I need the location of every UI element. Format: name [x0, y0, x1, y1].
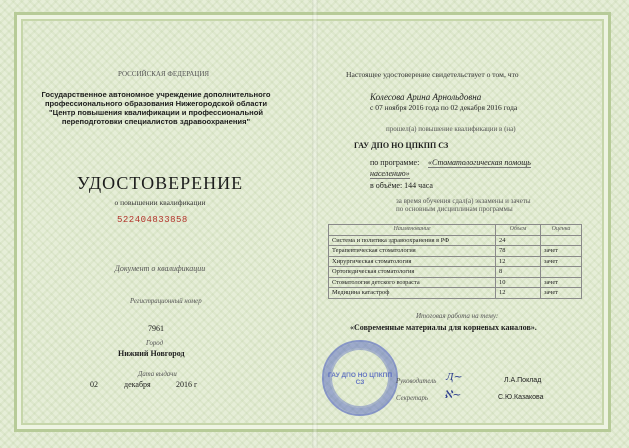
program-line-2: населению»	[370, 169, 410, 178]
director-signature: Ӆ~	[446, 370, 463, 383]
table-row	[329, 277, 582, 288]
institution: ГАУ ДПО НО ЦПКПП СЗ	[354, 141, 449, 150]
table-row	[329, 235, 582, 246]
subject-name: Система и политика здравоохранения в РФ	[329, 235, 496, 246]
country-label: РОССИЙСКАЯ ФЕДЕРАЦИЯ	[118, 70, 210, 78]
final-work-label: Итоговая работа на тему:	[416, 312, 499, 320]
subject-name: Стоматология детского возраста	[329, 277, 496, 288]
exam-line-2: по основным дисциплинам программы	[396, 205, 513, 213]
reg-number-label: Регистрационный номер	[130, 298, 202, 305]
exam-line-1: за время обучения сдал(а) экзамены и зачеты	[396, 197, 531, 205]
reg-number: 7961	[148, 324, 164, 333]
subject-volume: 8	[496, 267, 541, 278]
table-row	[329, 267, 582, 278]
issuer-line: профессионального образования Нижегородской области	[44, 99, 268, 108]
subject-volume: 12	[496, 256, 541, 267]
stamp-text: ГАУ ДПО НО ЦПКПП СЗ	[327, 372, 393, 386]
table-row	[329, 246, 582, 257]
secretary-signature: ℵ~	[444, 388, 462, 401]
secretary-label: Секретарь	[396, 395, 428, 402]
subject-volume: 78	[496, 246, 541, 257]
official-stamp	[322, 340, 398, 416]
holder-name: Колесова Арина Арнольдовна	[370, 92, 482, 102]
program-line-1: «Стоматологическая помощь	[428, 158, 531, 167]
passed-label: прошел(а) повышение квалификации в (на)	[386, 125, 516, 133]
subject-name: Ортопедическая стоматология	[329, 267, 496, 278]
secretary-name: С.Ю.Казакова	[498, 394, 544, 401]
subject-grade: зачет	[541, 246, 582, 257]
subject-name: Хирургическая стоматология	[329, 256, 496, 267]
subject-grade: зачет	[541, 256, 582, 267]
subject-grade	[541, 235, 582, 246]
director-name: Л.А.Поклад	[504, 377, 542, 384]
document-type-label: Документ о квалификации	[114, 264, 206, 273]
program-prefix: по программе:	[370, 158, 420, 167]
intro-text: Настоящее удостоверение свидетельствует о том, что	[346, 70, 519, 79]
column-header-volume: Объем	[496, 225, 541, 236]
subject-grade: зачет	[541, 288, 582, 299]
city: Нижний Новгород	[118, 349, 185, 358]
column-header-grade: Оценка	[541, 225, 582, 236]
issue-date-year: 2016 г	[176, 380, 198, 389]
issuer-line: переподготовки специалистов здравоохранения"	[61, 117, 251, 126]
issue-date-day: 02	[90, 380, 98, 389]
serial-number: 522404833858	[117, 215, 188, 225]
subject-volume: 10	[496, 277, 541, 288]
document-subtitle: о повышении квалификации	[114, 198, 206, 207]
document-title: УДОСТОВЕРЕНИЕ	[76, 173, 244, 193]
left-page	[0, 0, 312, 448]
subject-grade: зачет	[541, 277, 582, 288]
study-period: с 07 ноября 2016 года по 02 декабря 2016 года	[370, 103, 518, 112]
subject-name: Терапевтическая стоматология	[329, 246, 496, 257]
subject-volume: 12	[496, 288, 541, 299]
column-header-name: Наименование	[329, 225, 496, 236]
issue-date-month: декабря	[124, 380, 151, 389]
table-row	[329, 256, 582, 267]
final-work-topic: «Современные материалы для корневых каналов».	[350, 323, 537, 332]
subject-volume: 24	[496, 235, 541, 246]
issuer-line: "Центр повышения квалификации и профессиональной	[48, 108, 264, 117]
program-volume: в объёме: 144 часа	[370, 181, 433, 190]
issue-date-label: Дата выдачи	[138, 371, 177, 378]
subjects-table	[328, 224, 582, 299]
subject-name: Медицина катастроф	[329, 288, 496, 299]
director-label: Руководитель	[396, 378, 437, 385]
issuer-line: Государственное автономное учреждение дополнительного	[41, 90, 271, 99]
table-header-row	[329, 225, 582, 236]
subject-grade	[541, 267, 582, 278]
city-label: Город	[146, 340, 164, 347]
table-row	[329, 288, 582, 299]
issuer-block	[40, 90, 272, 126]
right-page	[318, 0, 629, 448]
